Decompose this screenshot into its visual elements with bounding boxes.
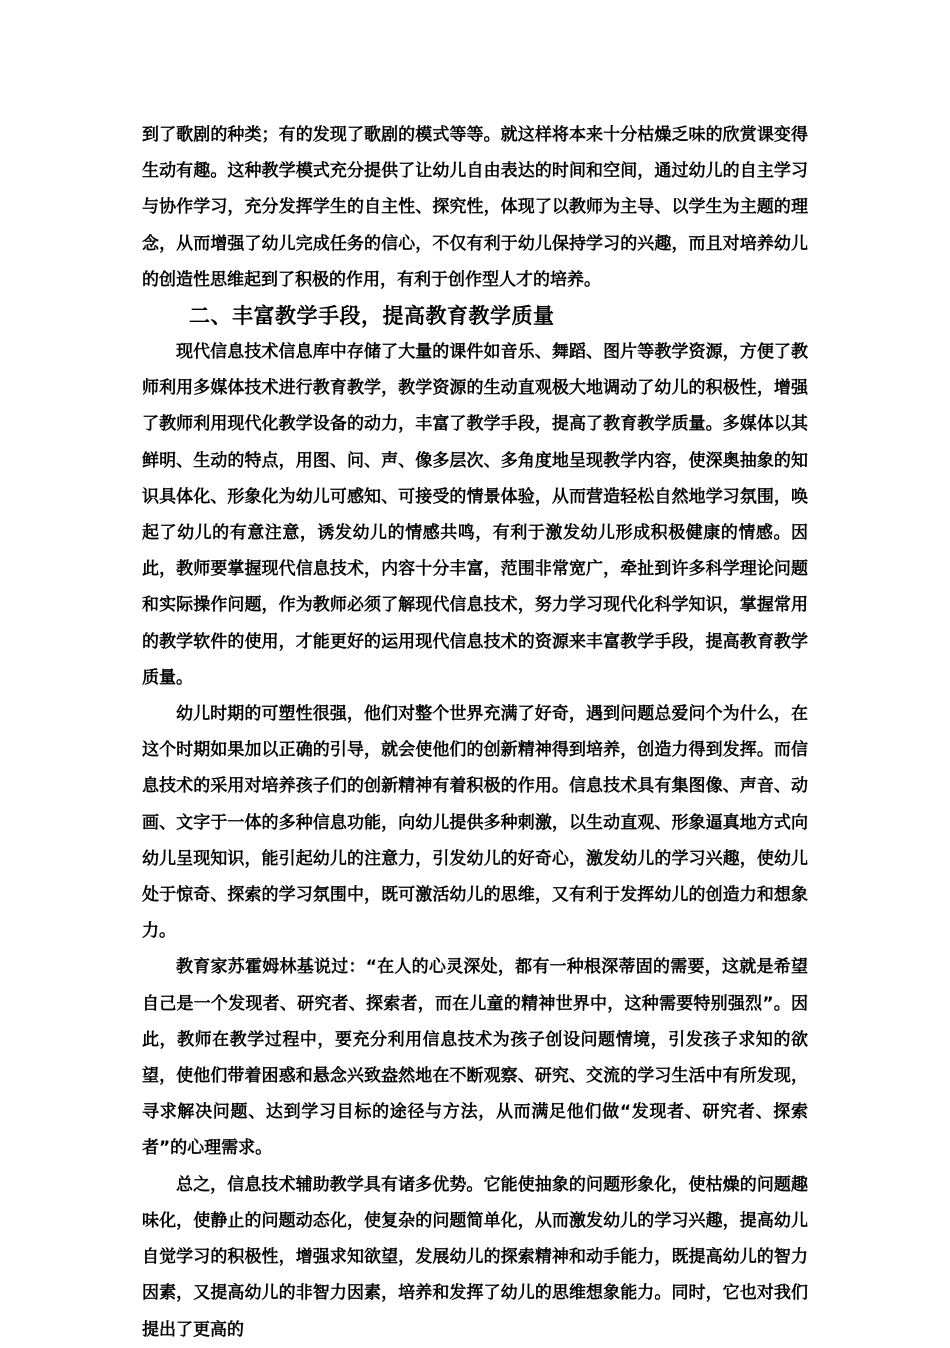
document-page — [142, 117, 808, 1348]
paragraph-multimedia-resources: 现代信息技术信息库中存储了大量的课件如音乐、舞蹈、图片等教学资源，方便了教师利用多媒体技术进行教育教学，教学资源的生动直观极大地调动了幼儿的积极性，增强了教师利用现代化教学设备的动力，丰富了教学手段，提高了教育教学质量。多媒体以其鲜明、生动的特点，用图、问、声、像多层次、多角度地呈现教学内容，使深奥抽象的知识具体化、形象化为幼儿可感知、可接受的情景体验，从而营造轻松自然地学习氛围，唤起了幼儿的有意注意，诱发幼儿的情感共鸣，有利于激发幼儿形成积极健康的情感。因此，教师要掌握现代信息技术，内容十分丰富，范围非常宽广，牵扯到许多科学理论问题和实际操作问题，作为教师必须了解现代信息技术，努力学习现代化科学知识，掌握常用的教学软件的使用，才能更好的运用现代信息技术的资源来丰富教学手段，提高教育教学质量。 — [142, 342, 808, 688]
paragraph-child-curiosity: 幼儿时期的可塑性很强，他们对整个世界充满了好奇，遇到问题总爱问个为什么，在这个时期如果加以正确的引导，就会使他们的创新精神得到培养，创造力得到发挥。而信息技术的采用对培养孩子们的创新精神有着积极的作用。信息技术具有集图像、声音、动画、文字于一体的多种信息功能，向幼儿提供多种刺激，以生动直观、形象逼真地方式向幼儿呈现知识，能引起幼儿的注意力，引发幼儿的好奇心，激发幼儿的学习兴趣，使幼儿处于惊奇、探索的学习氛围中，既可激活幼儿的思维，又有利于发挥幼儿的创造力和想象力。 — [142, 704, 808, 942]
paragraph-continuation: 到了歌剧的种类；有的发现了歌剧的模式等等。就这样将本来十分枯燥乏味的欣赏课变得生动有趣。这种教学模式充分提供了让幼儿自由表达的时间和空间，通过幼儿的自主学习与协作学习，充分发挥学生的自主性、探究性，体现了以教师为主导、以学生为主题的理念，从而增强了幼儿完成任务的信心，不仅有利于幼儿保持学习的兴趣，而且对培养幼儿的创造性思维起到了积极的作用，有利于创作型人才的培养。 — [142, 125, 808, 290]
paragraph-conclusion: 总之，信息技术辅助教学具有诸多优势。它能使抽象的问题形象化，使枯燥的问题趣味化，使静止的问题动态化，使复杂的问题简单化，从而激发幼儿的学习兴趣，提高幼儿自觉学习的积极性，增强求知欲望，发展幼儿的探索精神和动手能力，既提高幼儿的智力因素，又提高幼儿的非智力因素，培养和发挥了幼儿的思维想象能力。同时，它也对我们提出了更高的 — [142, 1174, 808, 1340]
paragraph-educator-quote: 教育家苏霍姆林基说过：“在人的心灵深处，都有一种根深蒂固的需要，这就是希望自己是一个发现者、研究者、探索者，而在儿童的精神世界中，这种需要特别强烈”。因此，教师在教学过程中，要充分利用信息技术为孩子创设问题情境，引发孩子求知的欲望，使他们带着困惑和悬念兴致盎然地在不断观察、研究、交流的学习生活中有所发现，寻求解决问题、达到学习目标的途径与方法，从而满足他们做“发现者、研究者、探索者”的心理需求。 — [142, 957, 808, 1159]
section-heading: 二、丰富教学手段，提高教育教学质量 — [189, 304, 555, 329]
